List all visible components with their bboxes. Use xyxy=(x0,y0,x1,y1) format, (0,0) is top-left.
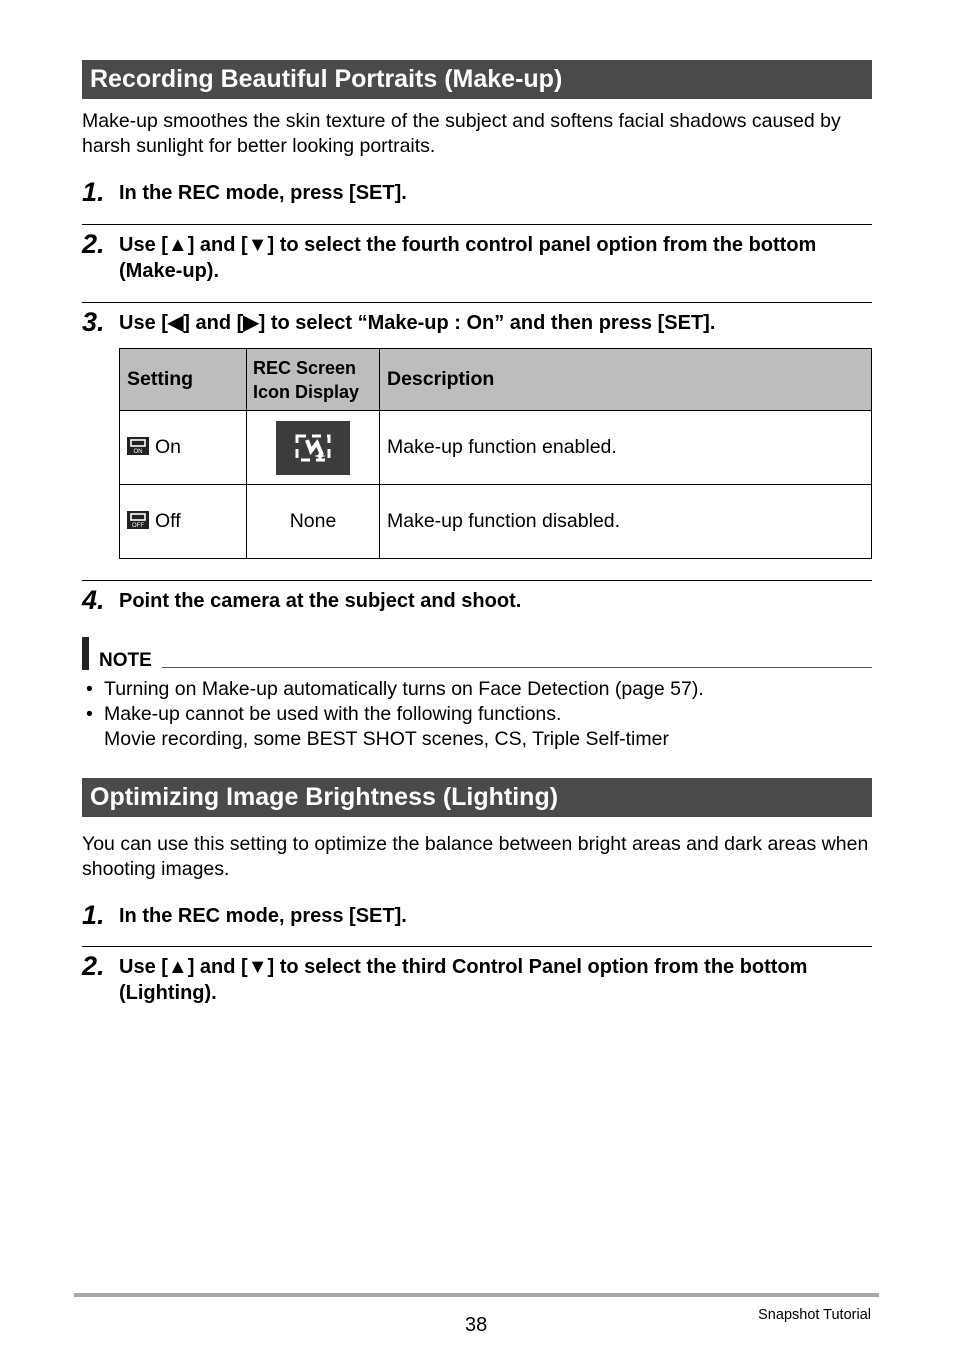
footer-rule xyxy=(74,1293,879,1297)
bullet: • xyxy=(86,678,93,700)
divider xyxy=(82,946,872,947)
divider xyxy=(82,224,872,225)
table-header: Description xyxy=(380,349,872,411)
divider xyxy=(82,302,872,303)
step-text: Use [▲] and [▼] to select the fourth control panel option from the bottom (Make-up). xyxy=(119,234,817,282)
setting-label: Off xyxy=(155,510,181,532)
step-number: 2. xyxy=(82,951,105,981)
step-text: Use [▲] and [▼] to select the third Control Panel option from the bottom (Lighting). xyxy=(119,956,808,1004)
divider xyxy=(82,580,872,581)
icon-cell: None xyxy=(247,485,380,559)
lighting-intro: You can use this setting to optimize the balance between bright areas and dark areas when shooting images. xyxy=(82,833,869,880)
step-number: 1. xyxy=(82,177,105,207)
description-cell: Make-up function enabled. xyxy=(380,411,872,485)
section-heading-makeup: Recording Beautiful Portraits (Make-up) xyxy=(82,60,872,99)
svg-text:ON: ON xyxy=(133,449,143,455)
makeup-intro: Make-up smoothes the skin texture of the subject and softens facial shadows caused by harsh sunlight for better looking portraits. xyxy=(82,110,841,157)
note-marker xyxy=(82,637,89,670)
note-divider xyxy=(162,667,872,668)
bullet: • xyxy=(86,703,93,725)
setting-label: On xyxy=(155,436,182,458)
icon-cell xyxy=(247,411,380,485)
make-up-on-icon xyxy=(127,437,149,455)
table-header: Setting xyxy=(120,349,247,411)
makeup-settings-table xyxy=(119,348,872,559)
table-header: REC Screen Icon Display xyxy=(247,349,380,411)
note-label: NOTE xyxy=(99,650,152,671)
page-number: 38 xyxy=(465,1314,488,1336)
step-text: In the REC mode, press [SET]. xyxy=(119,905,407,927)
note-item: Make-up cannot be used with the following functions. xyxy=(104,703,562,725)
make-up-icon xyxy=(276,421,350,475)
table-row xyxy=(120,485,872,559)
step-text: Point the camera at the subject and shoot. xyxy=(119,590,522,612)
step-number: 4. xyxy=(82,585,105,615)
note-item: Turning on Make-up automatically turns on Face Detection (page 57). xyxy=(104,678,704,700)
setting-cell xyxy=(120,411,247,485)
section-heading-lighting: Optimizing Image Brightness (Lighting) xyxy=(82,778,872,817)
step-text: Use [◀] and [▶] to select “Make-up : On” and then press [SET]. xyxy=(119,312,716,334)
setting-cell xyxy=(120,485,247,559)
svg-text:OFF: OFF xyxy=(132,523,144,529)
description-cell: Make-up function disabled. xyxy=(380,485,872,559)
step-number: 3. xyxy=(82,307,105,337)
table-row xyxy=(120,411,872,485)
step-text: In the REC mode, press [SET]. xyxy=(119,182,407,204)
note-item: Movie recording, some BEST SHOT scenes, CS, Triple Self-timer xyxy=(104,728,669,750)
step-number: 1. xyxy=(82,900,105,930)
make-up-off-icon xyxy=(127,511,149,529)
step-number: 2. xyxy=(82,229,105,259)
footer-label: Snapshot Tutorial xyxy=(758,1307,871,1323)
